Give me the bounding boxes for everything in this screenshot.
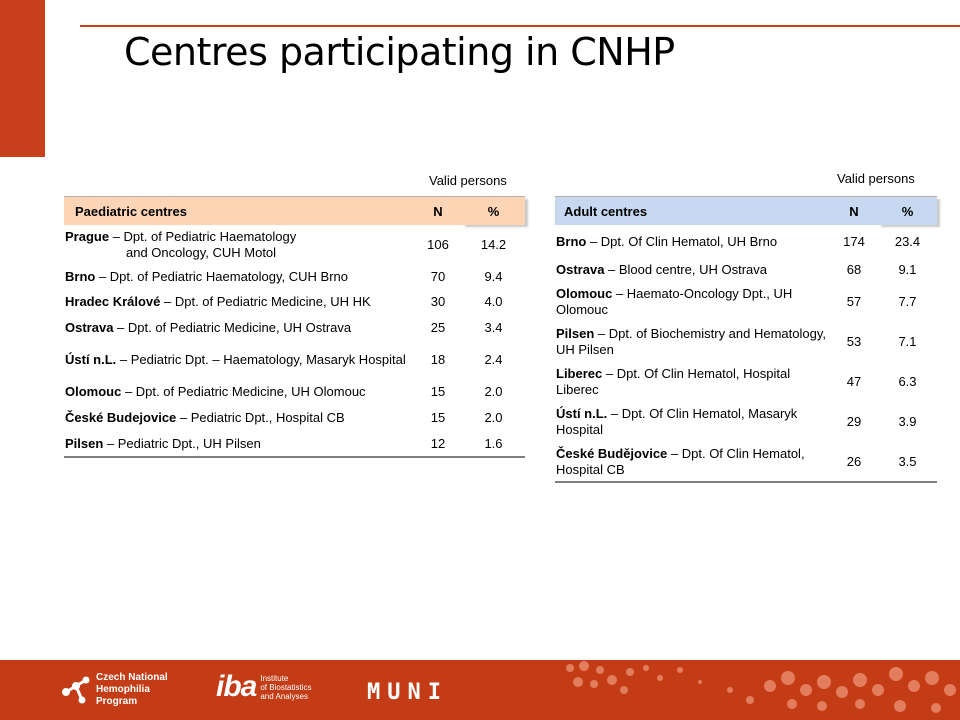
centre-pct: 7.1 <box>898 334 917 349</box>
centre-city: Pilsen <box>556 326 595 341</box>
centre-pct: 2.4 <box>484 352 503 367</box>
table-row <box>64 341 525 379</box>
centre-dept-line2: and Oncology, CUH Motol <box>126 245 277 260</box>
centre-pct: 3.4 <box>484 320 503 335</box>
centre-city: Ústí n.L. <box>65 352 117 367</box>
paediatric-centres-table <box>64 196 525 458</box>
centre-n: 26 <box>830 442 878 482</box>
centre-pct: 7.7 <box>898 294 917 309</box>
centre-cell <box>64 341 414 379</box>
centre-n: 174 <box>843 233 865 249</box>
centre-n: 12 <box>414 431 462 457</box>
cnhp-network-icon <box>60 674 90 706</box>
centre-n: 15 <box>430 384 446 399</box>
centre-pct: 2.0 <box>484 384 503 399</box>
centre-cell <box>555 362 830 402</box>
centre-dept: – Dpt. of Pediatric Medicine, UH Ostrava <box>113 320 352 335</box>
centre-dept: – Blood centre, UH Ostrava <box>604 262 767 277</box>
adult-header-name: Adult centres <box>555 197 830 226</box>
table-row <box>64 315 525 341</box>
paediatric-header-pct: % <box>462 197 525 226</box>
centre-cell <box>555 225 830 258</box>
centre-cell <box>555 258 830 282</box>
centre-cell <box>555 402 830 442</box>
paediatric-header-name: Paediatric centres <box>64 197 414 226</box>
centre-dept: – Pediatric Dpt., Hospital CB <box>176 410 345 425</box>
centre-dept: – Pediatric Dpt. – Haematology, Masaryk Hospital <box>116 352 406 367</box>
paediatric-header-n: N <box>414 197 462 226</box>
centre-n: 53 <box>846 334 862 349</box>
centre-city: České Budejovice <box>65 410 177 425</box>
table-row <box>64 379 525 405</box>
centre-cell <box>64 225 414 265</box>
centre-city: Brno <box>556 233 587 249</box>
cnhp-line-3: Program <box>96 696 138 707</box>
centre-city: České Budějovice <box>556 445 668 461</box>
centre-city: Brno <box>65 269 96 284</box>
cnhp-line-1: Czech National <box>96 672 168 683</box>
centre-n: 29 <box>846 414 862 429</box>
centre-cell <box>555 282 830 322</box>
centre-n: 106 <box>427 237 449 252</box>
table-row <box>555 258 937 282</box>
centre-city: Ostrava <box>556 262 605 277</box>
slide-title: Centres participating in CNHP <box>124 30 675 74</box>
centre-city: Ústí n.L. <box>556 406 608 421</box>
centre-pct: 3.5 <box>878 442 937 482</box>
centre-pct: 4.0 <box>484 294 503 309</box>
centre-n: 15 <box>430 410 446 425</box>
centre-dept: – Pediatric Dpt., UH Pilsen <box>103 435 261 451</box>
iba-mark: iba <box>216 670 257 703</box>
centre-pct: 1.6 <box>462 431 525 457</box>
centre-n: 47 <box>846 374 862 389</box>
centre-city: Olomouc <box>65 384 122 399</box>
table-row <box>64 431 525 457</box>
iba-line-1: Institute <box>260 673 289 683</box>
centre-cell <box>555 442 830 482</box>
centre-cell <box>64 289 414 315</box>
table-row <box>555 442 937 482</box>
centre-n: 18 <box>430 352 446 367</box>
adult-header-row <box>555 197 937 226</box>
centre-city: Liberec <box>556 366 603 381</box>
table-row <box>555 402 937 442</box>
muni-logo: MUNI <box>367 680 448 705</box>
adult-centres-table <box>555 196 937 483</box>
centre-pct: 9.4 <box>484 269 503 284</box>
table-row <box>64 265 525 289</box>
centre-dept: – Dpt. Of Clin Hematol, UH Brno <box>586 233 778 249</box>
centre-cell <box>64 405 414 431</box>
centre-cell <box>64 379 414 405</box>
centre-dept: – Dpt. Of Clin Hematol, Masaryk Hospital <box>556 406 798 437</box>
footer-bar <box>0 660 960 720</box>
centre-dept: – Dpt. of Pediatric Haematology, CUH Brno <box>95 269 348 284</box>
table-row <box>64 405 525 431</box>
decorative-dots <box>560 660 960 720</box>
centre-cell <box>64 315 414 341</box>
centre-n: 70 <box>430 269 446 284</box>
centre-city: Olomouc <box>556 286 613 301</box>
centre-pct: 3.9 <box>898 414 917 429</box>
accent-block <box>0 0 45 157</box>
centre-city: Prague <box>65 229 110 244</box>
centre-city: Pilsen <box>65 435 104 451</box>
paediatric-header-row <box>64 197 525 226</box>
cnhp-logo <box>60 672 168 708</box>
centre-pct: 14.2 <box>480 237 507 252</box>
table-row <box>555 282 937 322</box>
table-row <box>555 362 937 402</box>
top-rule <box>80 25 960 27</box>
centre-cell <box>555 322 830 362</box>
table-row <box>555 225 937 258</box>
centre-city: Ostrava <box>65 320 114 335</box>
centre-n: 57 <box>846 294 862 309</box>
centre-dept: – Dpt. of Pediatric Haematology <box>109 229 297 244</box>
centre-dept: – Dpt. of Biochemistry and Hematology, UH Pilsen <box>556 326 826 357</box>
adult-valid-persons-label: Valid persons <box>837 171 915 186</box>
adult-header-n: N <box>830 197 878 226</box>
iba-logo <box>216 670 312 704</box>
table-row <box>64 225 525 265</box>
table-row <box>555 322 937 362</box>
centre-pct: 2.0 <box>484 410 503 425</box>
centre-dept: – Dpt. Of Clin Hematol, Hospital Liberec <box>556 366 791 397</box>
centre-city: Hradec Králové <box>65 294 161 309</box>
centre-dept: – Dpt. of Pediatric Medicine, UH HK <box>160 294 371 309</box>
centre-cell <box>64 265 414 289</box>
iba-line-3: and Analyses <box>260 691 308 701</box>
table-row <box>64 289 525 315</box>
centre-dept: – Haemato-Oncology Dpt., UH Olomouc <box>556 286 793 317</box>
centre-pct: 9.1 <box>898 262 917 277</box>
centre-n: 68 <box>846 262 862 277</box>
cnhp-line-2: Hemophilia <box>96 684 150 695</box>
centre-n: 30 <box>430 294 446 309</box>
paediatric-valid-persons-label: Valid persons <box>429 173 507 188</box>
centre-cell <box>64 431 414 457</box>
centre-pct: 23.4 <box>894 233 921 249</box>
centre-dept: – Dpt. Of Clin Hematol, Hospital CB <box>556 445 805 477</box>
iba-line-2: of Biostatistics <box>260 682 312 692</box>
centre-pct: 6.3 <box>898 374 917 389</box>
centre-dept: – Dpt. of Pediatric Medicine, UH Olomouc <box>121 384 366 399</box>
centre-n: 25 <box>430 320 446 335</box>
adult-header-pct: % <box>878 197 937 226</box>
